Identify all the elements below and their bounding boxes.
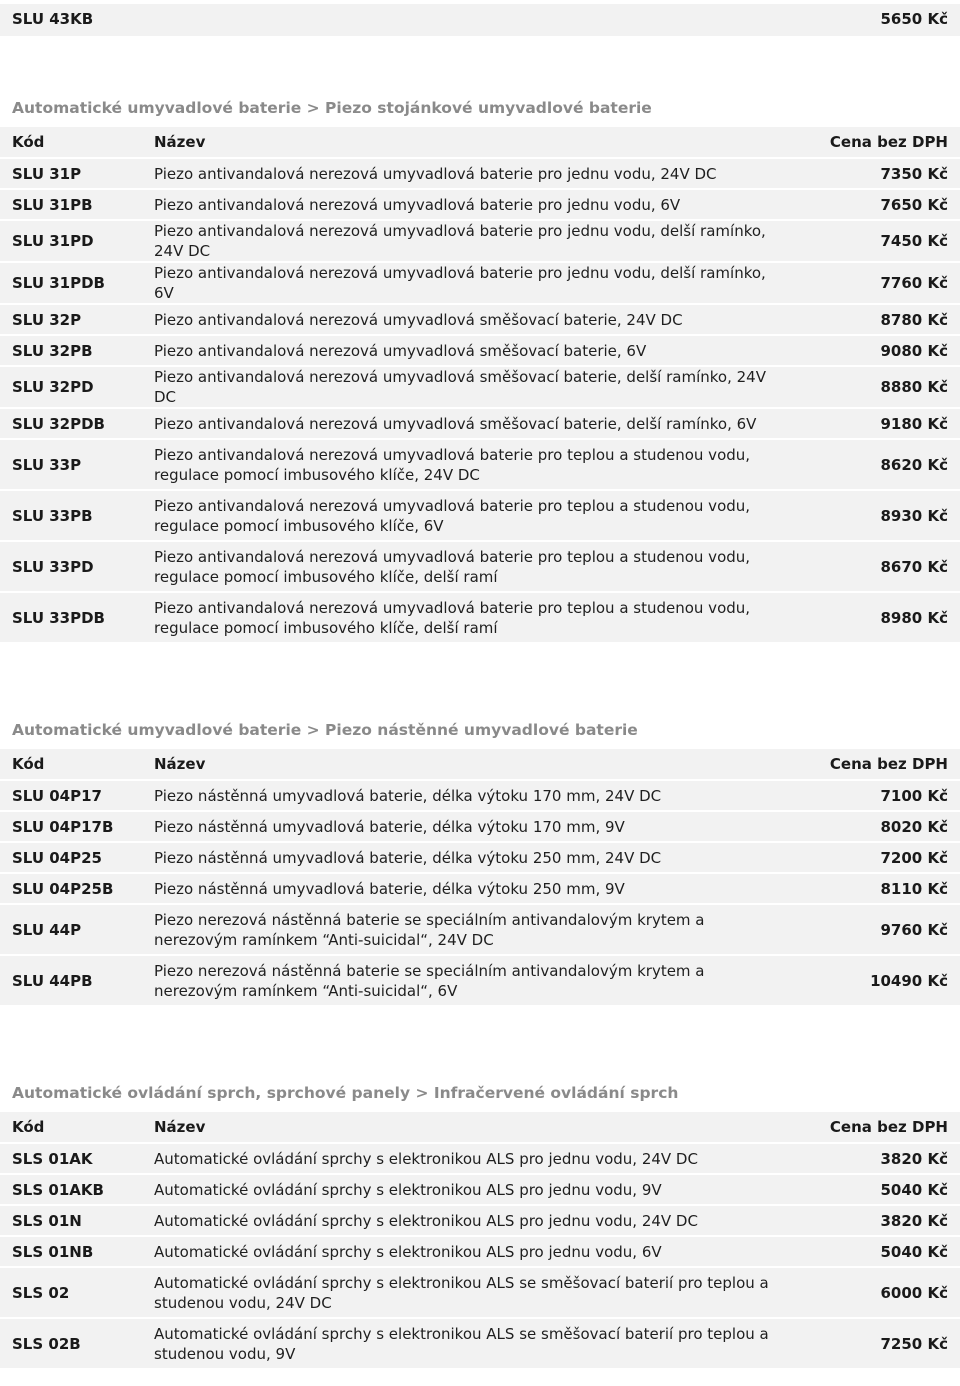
header-price: Cena bez DPH	[786, 1112, 960, 1143]
item-code: SLU 33P	[0, 439, 142, 490]
table-row	[0, 1236, 960, 1267]
item-code: SLU 33PDB	[0, 592, 142, 643]
table-row	[0, 158, 960, 189]
table-row	[0, 873, 960, 904]
item-price: 7760 Kč	[786, 262, 960, 304]
item-code: SLU 33PD	[0, 541, 142, 592]
item-price: 8780 Kč	[786, 304, 960, 335]
table-row	[0, 1174, 960, 1205]
item-code: SLU 43KB	[12, 10, 94, 28]
item-code: SLS 01N	[0, 1205, 142, 1236]
table-row	[0, 842, 960, 873]
item-price: 9760 Kč	[786, 904, 960, 955]
table-row	[0, 408, 960, 439]
item-name: Piezo nástěnná umyvadlová baterie, délka výtoku 250 mm, 9V	[142, 873, 786, 904]
item-name: Automatické ovládání sprchy s elektronikou ALS se směšovací baterií pro teplou a studenou vodu, 24V DC	[142, 1267, 786, 1318]
item-name: Piezo nástěnná umyvadlová baterie, délka výtoku 170 mm, 24V DC	[142, 780, 786, 811]
item-name: Piezo antivandalová nerezová umyvadlová baterie pro jednu vodu, delší ramínko, 6V	[142, 262, 786, 304]
table-row	[0, 262, 960, 304]
item-name: Piezo antivandalová nerezová umyvadlová směšovací baterie, delší ramínko, 6V	[142, 408, 786, 439]
item-price: 8110 Kč	[786, 873, 960, 904]
item-code: SLU 31PD	[0, 220, 142, 262]
table-row	[0, 541, 960, 592]
item-code: SLS 01AK	[0, 1143, 142, 1174]
item-price: 10490 Kč	[786, 955, 960, 1006]
header-price: Cena bez DPH	[786, 127, 960, 158]
table-header	[0, 127, 960, 158]
item-code: SLU 31PDB	[0, 262, 142, 304]
item-price: 8980 Kč	[786, 592, 960, 643]
item-price: 3820 Kč	[786, 1205, 960, 1236]
product-table	[0, 127, 960, 644]
table-header	[0, 749, 960, 780]
item-code: SLU 32P	[0, 304, 142, 335]
table-row	[0, 304, 960, 335]
item-code: SLU 04P17	[0, 780, 142, 811]
table-row	[0, 220, 960, 262]
item-name: Automatické ovládání sprchy s elektronikou ALS se směšovací baterií pro teplou a studenou vodu, 9V	[142, 1318, 786, 1369]
product-table	[0, 1112, 960, 1370]
item-name: Piezo antivandalová nerezová umyvadlová směšovací baterie, 24V DC	[142, 304, 786, 335]
section-title: Automatické ovládání sprch, sprchové panely > Infračervené ovládání sprch	[12, 1084, 679, 1102]
item-name: Piezo antivandalová nerezová umyvadlová směšovací baterie, 6V	[142, 335, 786, 366]
item-code: SLU 32PD	[0, 366, 142, 408]
item-name: Automatické ovládání sprchy s elektronikou ALS pro jednu vodu, 24V DC	[142, 1143, 786, 1174]
item-price: 5040 Kč	[786, 1236, 960, 1267]
table-row	[0, 490, 960, 541]
table-row	[0, 811, 960, 842]
table-row	[0, 1205, 960, 1236]
item-code: SLU 44P	[0, 904, 142, 955]
item-name: Piezo antivandalová nerezová umyvadlová baterie pro teplou a studenou vodu, regulace pomocí imbusového klíče, delší ramí	[142, 541, 786, 592]
table-row	[0, 439, 960, 490]
item-name: Piezo nerezová nástěnná baterie se speciálním antivandalovým krytem a nerezovým ramínkem “Anti-suicidal“, 6V	[142, 955, 786, 1006]
item-code: SLS 02	[0, 1267, 142, 1318]
header-code: Kód	[0, 127, 142, 158]
table-row	[0, 1267, 960, 1318]
item-code: SLS 01NB	[0, 1236, 142, 1267]
item-name: Piezo antivandalová nerezová umyvadlová baterie pro teplou a studenou vodu, regulace pomocí imbusového klíče, 6V	[142, 490, 786, 541]
table-row	[0, 780, 960, 811]
item-price: 7200 Kč	[786, 842, 960, 873]
table-row	[0, 955, 960, 1006]
section-title: Automatické umyvadlové baterie > Piezo stojánkové umyvadlové baterie	[12, 99, 652, 117]
item-price: 8670 Kč	[786, 541, 960, 592]
item-code: SLU 31P	[0, 158, 142, 189]
item-name: Piezo nerezová nástěnná baterie se speciálním antivandalovým krytem a nerezovým ramínkem “Anti-suicidal“, 24V DC	[142, 904, 786, 955]
item-price: 8880 Kč	[786, 366, 960, 408]
table-row	[0, 366, 960, 408]
table-row	[0, 1318, 960, 1369]
item-name: Piezo antivandalová nerezová umyvadlová baterie pro jednu vodu, 24V DC	[142, 158, 786, 189]
item-price: 9080 Kč	[786, 335, 960, 366]
table-header	[0, 1112, 960, 1143]
table-row	[0, 335, 960, 366]
section-title: Automatické umyvadlové baterie > Piezo nástěnné umyvadlové baterie	[12, 721, 638, 739]
item-price: 7450 Kč	[786, 220, 960, 262]
item-price: 8020 Kč	[786, 811, 960, 842]
item-name: Piezo antivandalová nerezová umyvadlová baterie pro teplou a studenou vodu, regulace pomocí imbusového klíče, delší ramí	[142, 592, 786, 643]
item-name: Piezo antivandalová nerezová umyvadlová baterie pro teplou a studenou vodu, regulace pomocí imbusového klíče, 24V DC	[142, 439, 786, 490]
item-name: Piezo antivandalová nerezová umyvadlová směšovací baterie, delší ramínko, 24V DC	[142, 366, 786, 408]
product-table	[0, 749, 960, 1007]
item-name: Piezo antivandalová nerezová umyvadlová baterie pro jednu vodu, 6V	[142, 189, 786, 220]
header-name: Název	[142, 749, 786, 780]
header-price: Cena bez DPH	[786, 749, 960, 780]
item-price: 7100 Kč	[786, 780, 960, 811]
header-name: Název	[142, 127, 786, 158]
item-price: 8930 Kč	[786, 490, 960, 541]
table-row	[0, 592, 960, 643]
item-code: SLU 44PB	[0, 955, 142, 1006]
item-code: SLU 04P17B	[0, 811, 142, 842]
item-name: Piezo nástěnná umyvadlová baterie, délka výtoku 250 mm, 24V DC	[142, 842, 786, 873]
top-item-row	[0, 4, 960, 36]
item-price: 5650 Kč	[880, 10, 948, 28]
item-price: 5040 Kč	[786, 1174, 960, 1205]
item-price: 9180 Kč	[786, 408, 960, 439]
table-row	[0, 1143, 960, 1174]
item-code: SLU 31PB	[0, 189, 142, 220]
item-price: 7250 Kč	[786, 1318, 960, 1369]
header-code: Kód	[0, 1112, 142, 1143]
item-name: Automatické ovládání sprchy s elektronikou ALS pro jednu vodu, 24V DC	[142, 1205, 786, 1236]
item-price: 8620 Kč	[786, 439, 960, 490]
item-code: SLS 02B	[0, 1318, 142, 1369]
item-code: SLS 01AKB	[0, 1174, 142, 1205]
table-row	[0, 189, 960, 220]
item-price: 7350 Kč	[786, 158, 960, 189]
item-code: SLU 32PB	[0, 335, 142, 366]
header-name: Název	[142, 1112, 786, 1143]
item-code: SLU 04P25B	[0, 873, 142, 904]
header-code: Kód	[0, 749, 142, 780]
table-row	[0, 904, 960, 955]
item-price: 3820 Kč	[786, 1143, 960, 1174]
item-name: Automatické ovládání sprchy s elektronikou ALS pro jednu vodu, 6V	[142, 1236, 786, 1267]
item-price: 6000 Kč	[786, 1267, 960, 1318]
item-name: Piezo antivandalová nerezová umyvadlová baterie pro jednu vodu, delší ramínko, 24V DC	[142, 220, 786, 262]
item-name: Automatické ovládání sprchy s elektronikou ALS pro jednu vodu, 9V	[142, 1174, 786, 1205]
item-code: SLU 32PDB	[0, 408, 142, 439]
item-price: 7650 Kč	[786, 189, 960, 220]
item-name: Piezo nástěnná umyvadlová baterie, délka výtoku 170 mm, 9V	[142, 811, 786, 842]
item-code: SLU 04P25	[0, 842, 142, 873]
item-code: SLU 33PB	[0, 490, 142, 541]
